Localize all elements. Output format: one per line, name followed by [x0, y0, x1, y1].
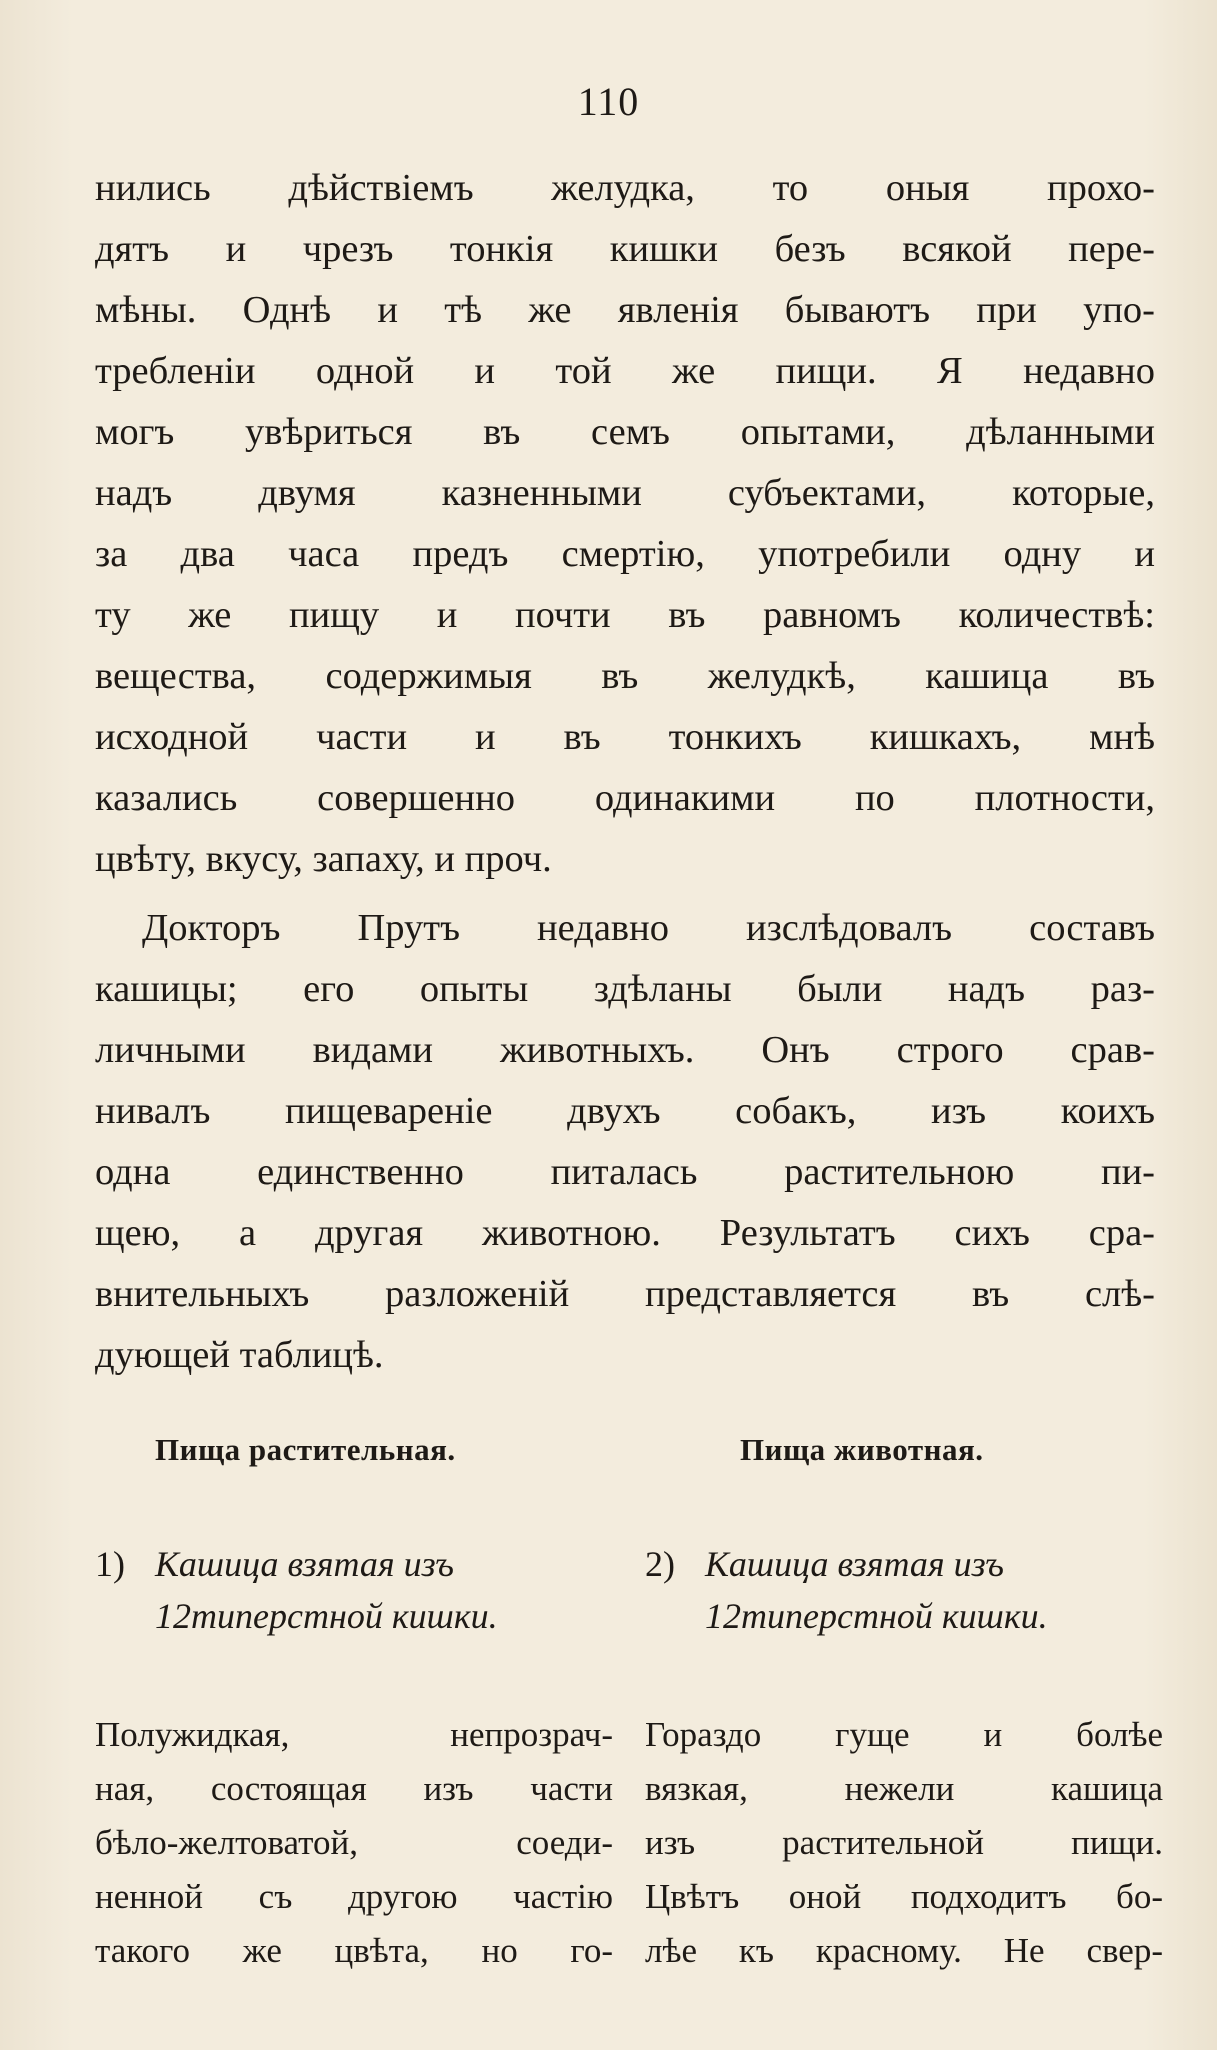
- entry-number: 2): [645, 1544, 675, 1584]
- column-heading-animal-food: Пища животная.: [740, 1432, 984, 1467]
- text-line: за два часа предъ смертію, употребили одну и: [95, 533, 1155, 575]
- entry-title-continued: 12типерстной кишки.: [705, 1596, 1048, 1636]
- text-line: внительныхъ разложеній представляется въ слѣ-: [95, 1273, 1155, 1315]
- paragraph-1: [95, 158, 1155, 890]
- text-line: изъ растительной пищи.: [645, 1823, 1163, 1862]
- paragraph-2: [95, 898, 1155, 1386]
- text-line: ту же пищу и почти въ равномъ количествѣ:: [95, 594, 1155, 636]
- text-line: ная, состоящая изъ части: [95, 1769, 613, 1808]
- column-heading-plant-food: Пища растительная.: [155, 1432, 456, 1467]
- text-line: цвѣту, вкусу, запаху, и проч.: [95, 838, 552, 880]
- text-line: Цвѣтъ оной подходитъ бо-: [645, 1877, 1163, 1916]
- entry-title: Кашица взятая изъ: [705, 1544, 1004, 1584]
- text-line: нились дѣйствіемъ желудка, то оныя прохо-: [95, 167, 1155, 209]
- table-entry-left: [95, 1538, 498, 1642]
- description-plant-food: [95, 1708, 613, 1978]
- text-line: нивалъ пищевареніе двухъ собакъ, изъ коихъ: [95, 1090, 1155, 1132]
- text-line: щею, а другая животною. Результатъ сихъ сра-: [95, 1212, 1155, 1254]
- text-line: мѣны. Однѣ и тѣ же явленія бываютъ при упо-: [95, 289, 1155, 331]
- text-line: могъ увѣриться въ семъ опытами, дѣланными: [95, 411, 1155, 453]
- text-line: требленіи одной и той же пищи. Я недавно: [95, 350, 1155, 392]
- table-entry-right: [645, 1538, 1048, 1642]
- text-line: бѣло-желтоватой, соеди-: [95, 1823, 613, 1862]
- entry-title: Кашица взятая изъ: [155, 1544, 454, 1584]
- text-line: Полужидкая, непрозрач-: [95, 1715, 613, 1754]
- description-animal-food: [645, 1708, 1163, 1978]
- page-number: 110: [577, 79, 640, 124]
- text-line: ненной съ другою частію: [95, 1877, 613, 1916]
- entry-number: 1): [95, 1544, 125, 1584]
- text-line: дятъ и чрезъ тонкія кишки безъ всякой пере-: [95, 228, 1155, 270]
- text-line: надъ двумя казненными субъектами, которые,: [95, 472, 1155, 514]
- text-line: личными видами животныхъ. Онъ строго срав-: [95, 1029, 1155, 1071]
- text-line: вещества, содержимыя въ желудкѣ, кашица въ: [95, 655, 1155, 697]
- text-line: кашицы; его опыты здѣланы были надъ раз-: [95, 968, 1155, 1010]
- entry-title-continued: 12типерстной кишки.: [155, 1596, 498, 1636]
- text-line: Гораздо гуще и болѣе: [645, 1715, 1163, 1754]
- text-line: лѣе къ красному. Не свер-: [645, 1931, 1163, 1970]
- text-line: такого же цвѣта, но го-: [95, 1931, 613, 1970]
- text-line: казались совершенно одинакими по плотности,: [95, 777, 1155, 819]
- text-line: Докторъ Прутъ недавно изслѣдовалъ составъ: [142, 907, 1155, 949]
- text-line: исходной части и въ тонкихъ кишкахъ, мнѣ: [95, 716, 1155, 758]
- text-line: одна единственно питалась растительною пи-: [95, 1151, 1155, 1193]
- text-line: вязкая, нежели кашица: [645, 1769, 1163, 1808]
- text-line: дующей таблицѣ.: [95, 1334, 384, 1376]
